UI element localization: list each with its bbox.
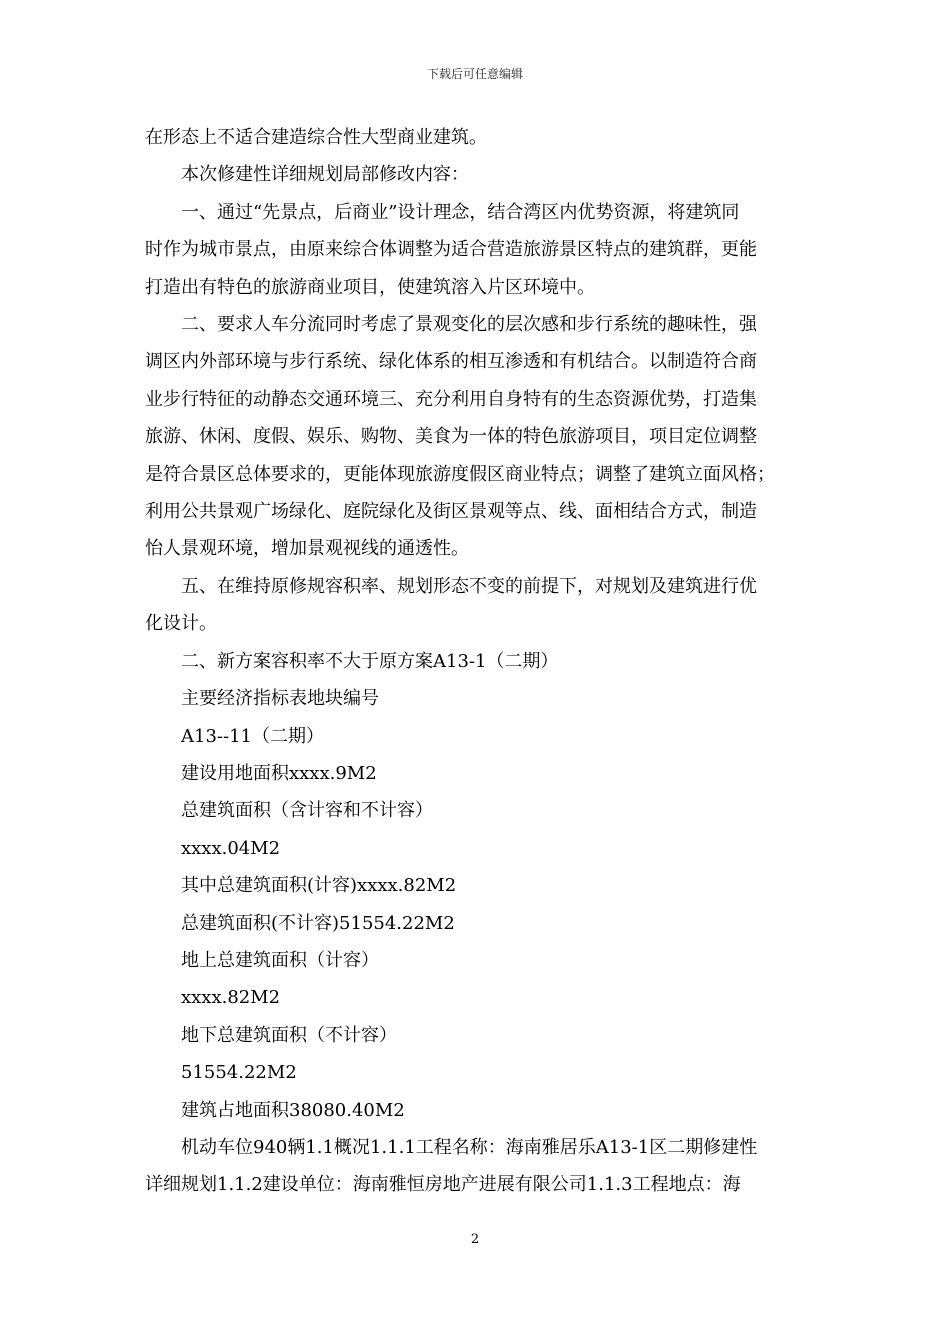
paragraph <box>145 306 815 343</box>
text-line: 二、新方案容积率不大于原方案A13-1（二期） <box>181 650 559 672</box>
text-line: 总建筑面积(不计容)51554.22M2 <box>181 912 455 934</box>
paragraph <box>145 718 815 755</box>
text-line: 建设用地面积xxxx.9M2 <box>181 762 377 784</box>
text-line: 本次修建性详细规划局部修改内容： <box>181 164 469 186</box>
text-line: 主要经济指标表地块编号 <box>181 688 379 710</box>
text-line: 地下总建筑面积（不计容） <box>181 1024 397 1046</box>
paragraph-continuation <box>145 343 815 567</box>
paragraph <box>145 568 815 605</box>
text-line: 详细规划1.1.2建设单位：海南雅恒房地产进展有限公司1.1.3工程地点：海 <box>145 1174 741 1196</box>
paragraph <box>145 643 815 680</box>
text-line: 一、通过“先景点，后商业”设计理念，结合湾区内优势资源，将建筑同 <box>181 201 740 223</box>
text-line: 机动车位940辆1.1概况1.1.1工程名称：海南雅居乐A13-1区二期修建性 <box>181 1136 758 1158</box>
paragraph <box>145 1129 815 1166</box>
page-header: 下载后可任意编辑 <box>426 67 523 81</box>
paragraph <box>145 867 815 904</box>
paragraph-continuation <box>145 1166 815 1203</box>
paragraph <box>145 119 815 156</box>
text-line: 利用公共景观广场绿化、庭院绿化及街区景观等点、线、面相结合方式，制造 <box>145 501 757 523</box>
text-line: 化设计。 <box>145 613 217 635</box>
text-line: 调区内外部环境与步行系统、绿化体系的相互渗透和有机结合。以制造符合商 <box>145 351 757 373</box>
text-line: 时作为城市景点，由原来综合体调整为适合营造旅游景区特点的建筑群，更能 <box>145 239 757 261</box>
text-line: 建筑占地面积38080.40M2 <box>181 1099 405 1121</box>
paragraph <box>145 156 815 193</box>
paragraph <box>145 194 815 231</box>
text-line: 地上总建筑面积（计容） <box>181 949 379 971</box>
paragraph <box>145 755 815 792</box>
text-line: 五、在维持原修规容积率、规划形态不变的前提下，对规划及建筑进行优 <box>181 575 757 597</box>
text-line: 二、要求人车分流同时考虑了景观变化的层次感和步行系统的趣味性，强 <box>181 314 757 336</box>
text-line: xxxx.82M2 <box>181 987 281 1009</box>
paragraph <box>145 942 815 979</box>
text-line: 怡人景观环境，增加景观视线的通透性。 <box>145 538 469 560</box>
paragraph-continuation <box>145 605 815 642</box>
text-line: 打造出有特色的旅游商业项目，使建筑溶入片区环境中。 <box>145 276 595 298</box>
paragraph <box>145 979 815 1016</box>
paragraph <box>145 905 815 942</box>
text-line: A13--11（二期） <box>181 725 324 747</box>
text-line: xxxx.04M2 <box>181 837 281 859</box>
text-line: 业步行特征的动静态交通环境三、充分利用自身特有的生态资源优势，打造集 <box>145 388 757 410</box>
text-line: 总建筑面积（含计容和不计容） <box>181 800 433 822</box>
text-line: 其中总建筑面积(计容)xxxx.82M2 <box>181 875 457 897</box>
document-body <box>145 119 815 1204</box>
text-line: 在形态上不适合建造综合性大型商业建筑。 <box>145 127 487 148</box>
paragraph <box>145 680 815 717</box>
paragraph-continuation <box>145 231 815 306</box>
paragraph <box>145 1054 815 1091</box>
text-line: 旅游、休闲、度假、娱乐、购物、美食为一体的特色旅游项目，项目定位调整 <box>145 426 757 448</box>
paragraph <box>145 830 815 867</box>
paragraph <box>145 1092 815 1129</box>
text-line: 51554.22M2 <box>181 1062 297 1084</box>
text-line: 是符合景区总体要求的，更能体现旅游度假区商业特点；调整了建筑立面风格； <box>145 463 775 485</box>
paragraph <box>145 1017 815 1054</box>
paragraph <box>145 792 815 829</box>
page-number: 2 <box>470 1232 480 1247</box>
